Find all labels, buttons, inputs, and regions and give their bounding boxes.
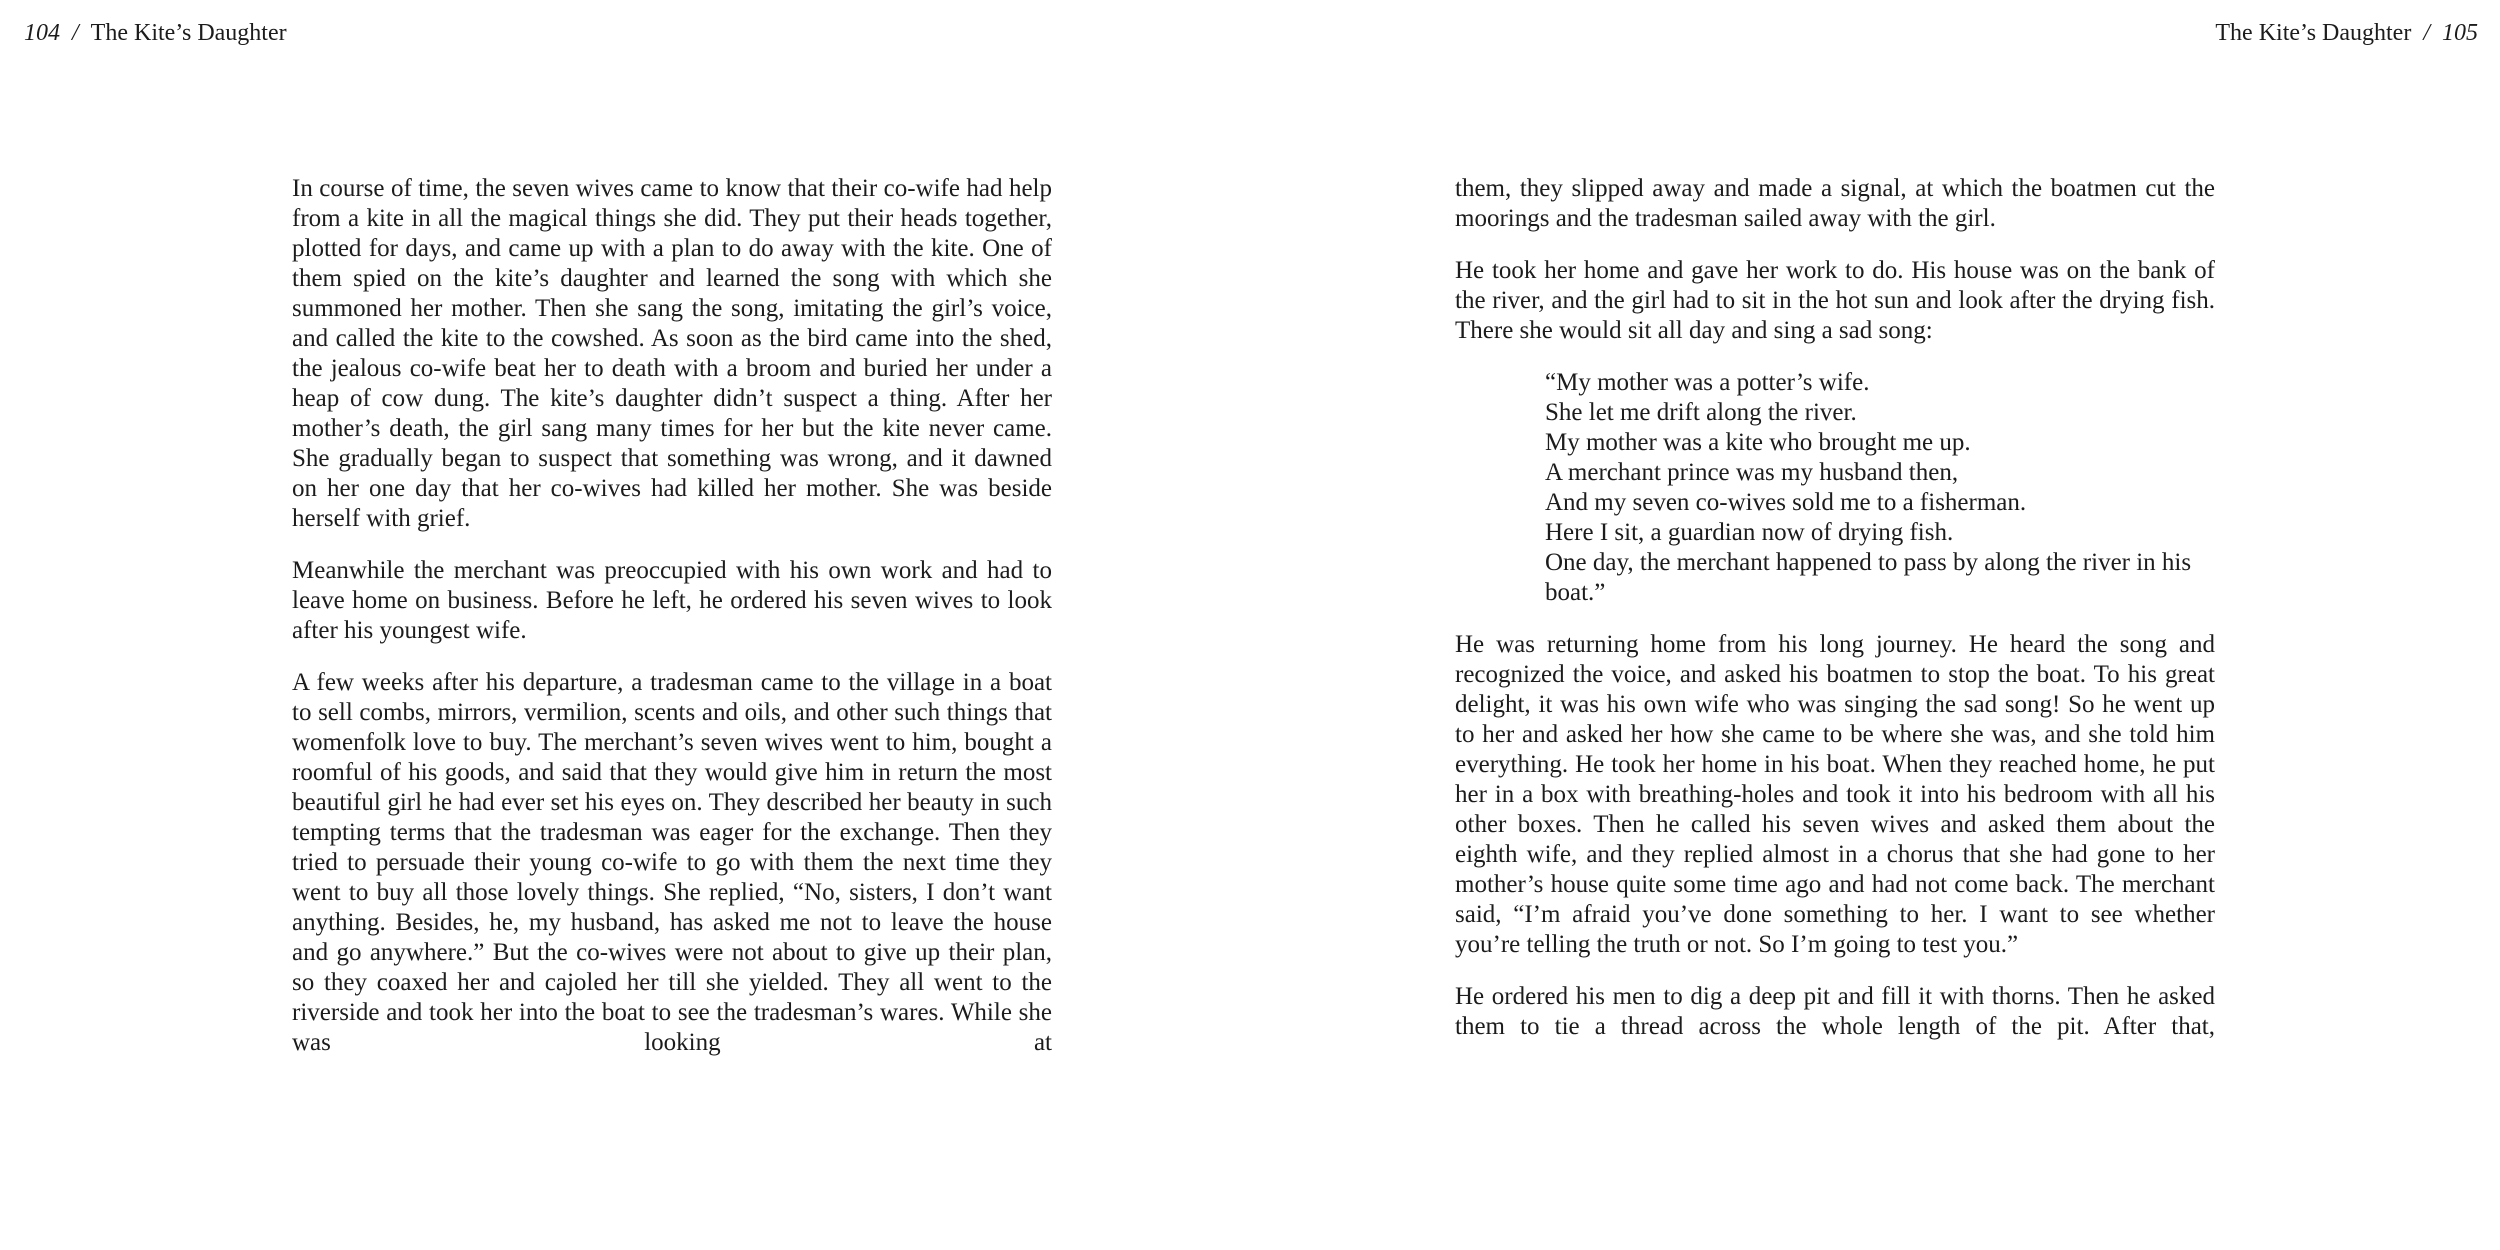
left-page-body	[292, 174, 1052, 1080]
song-line: Here I sit, a guardian now of drying fish.	[1545, 519, 1954, 546]
song-line: One day, the merchant happened to pass by along the river in his boat.”	[1545, 549, 2192, 606]
body-paragraph: Meanwhile the merchant was preoccupied with his own work and had to leave home on business. Before he left, he ordered his seven wives to look after his youngest wife.	[292, 557, 1052, 644]
body-paragraph: He took her home and gave her work to do. His house was on the bank of the river, and the girl had to sit in the hot sun and look after the drying fish. There she would sit all day and sing a sad song:	[1455, 257, 2215, 344]
song-line: A merchant prince was my husband then,	[1545, 459, 1959, 486]
body-paragraph: He ordered his men to dig a deep pit and fill it with thorns. Then he asked them to tie a thread across the whole length of the pit. After that,	[1455, 983, 2215, 1040]
song-line: She let me drift along the river.	[1545, 399, 1857, 426]
body-paragraph: them, they slipped away and made a signal, at which the boatmen cut the moorings and the tradesman sailed away with the girl.	[1455, 175, 2215, 232]
left-header-separator: /	[72, 20, 79, 46]
body-paragraph: In course of time, the seven wives came to know that their co-wife had help from a kite in all the magical things she did. They put their heads together, plotted for days, and came up with a plan to do away with the kite. One of them spied on the kite’s daughter and learned the song with which she summoned her mother. Then she sang the song, imitating the girl’s voice, and called the kite to the cowshed. As soon as the bird came into the shed, the jealous co-wife beat her to death with a broom and buried her under a heap of cow dung. The kite’s daughter didn’t suspect a thing. After her mother’s death, the girl sang many times for her but the kite never came. She gradually began to suspect that something was wrong, and it dawned on her one day that her co-wives had killed her mother. She was beside herself with grief.	[292, 175, 1052, 532]
left-running-title: The Kite’s Daughter	[90, 20, 287, 46]
body-paragraph: He was returning home from his long journey. He heard the song and recognized the voice, and asked his boatmen to stop the boat. To his great delight, it was his own wife who was singing the sad song! So he went up to her and asked her how she came to be where she was, and she told him everything. He took her home in his boat. When they reached home, he put her in a box with breathing-holes and took it into his bedroom with all his other boxes. Then he called his seven wives and asked them about the eighth wife, and they replied almost in a chorus that she had gone to her mother’s house quite some time ago and had not come back. The merchant said, “I’m afraid you’ve done something to her. I want to see whether you’re telling the truth or not. So I’m going to test you.”	[1455, 631, 2215, 958]
left-running-head	[24, 18, 287, 48]
right-running-title: The Kite’s Daughter	[2215, 20, 2412, 46]
right-running-head	[2215, 18, 2478, 48]
left-page-number: 104	[24, 20, 60, 46]
body-paragraph: A few weeks after his departure, a tradesman came to the village in a boat to sell combs, mirrors, vermilion, scents and oils, and other such things that womenfolk love to buy. The merchant’s seven wives went to him, bought a roomful of his goods, and said that they would give him in return the most beautiful girl he had ever set his eyes on. They described her beauty in such tempting terms that the tradesman was eager for the exchange. Then they tried to persuade their young co-wife to go with them the next time they went to buy all those lovely things. She replied, “No, sisters, I don’t want anything. Besides, he, my husband, has asked me not to leave the house and go anywhere.” But the co-wives were not about to give up their plan, so they coaxed her and cajoled her till she yielded. They all went to the riverside and took her into the boat to see the tradesman’s wares. While she was looking at	[292, 669, 1052, 1056]
right-page-body	[1455, 174, 2215, 1064]
song-line: And my seven co-wives sold me to a fisherman.	[1545, 489, 2027, 516]
song-line: My mother was a kite who brought me up.	[1545, 429, 1971, 456]
right-page-number: 105	[2442, 20, 2478, 46]
song-verse	[1545, 368, 2215, 608]
song-line: “My mother was a potter’s wife.	[1545, 369, 1870, 396]
right-header-separator: /	[2423, 20, 2430, 46]
